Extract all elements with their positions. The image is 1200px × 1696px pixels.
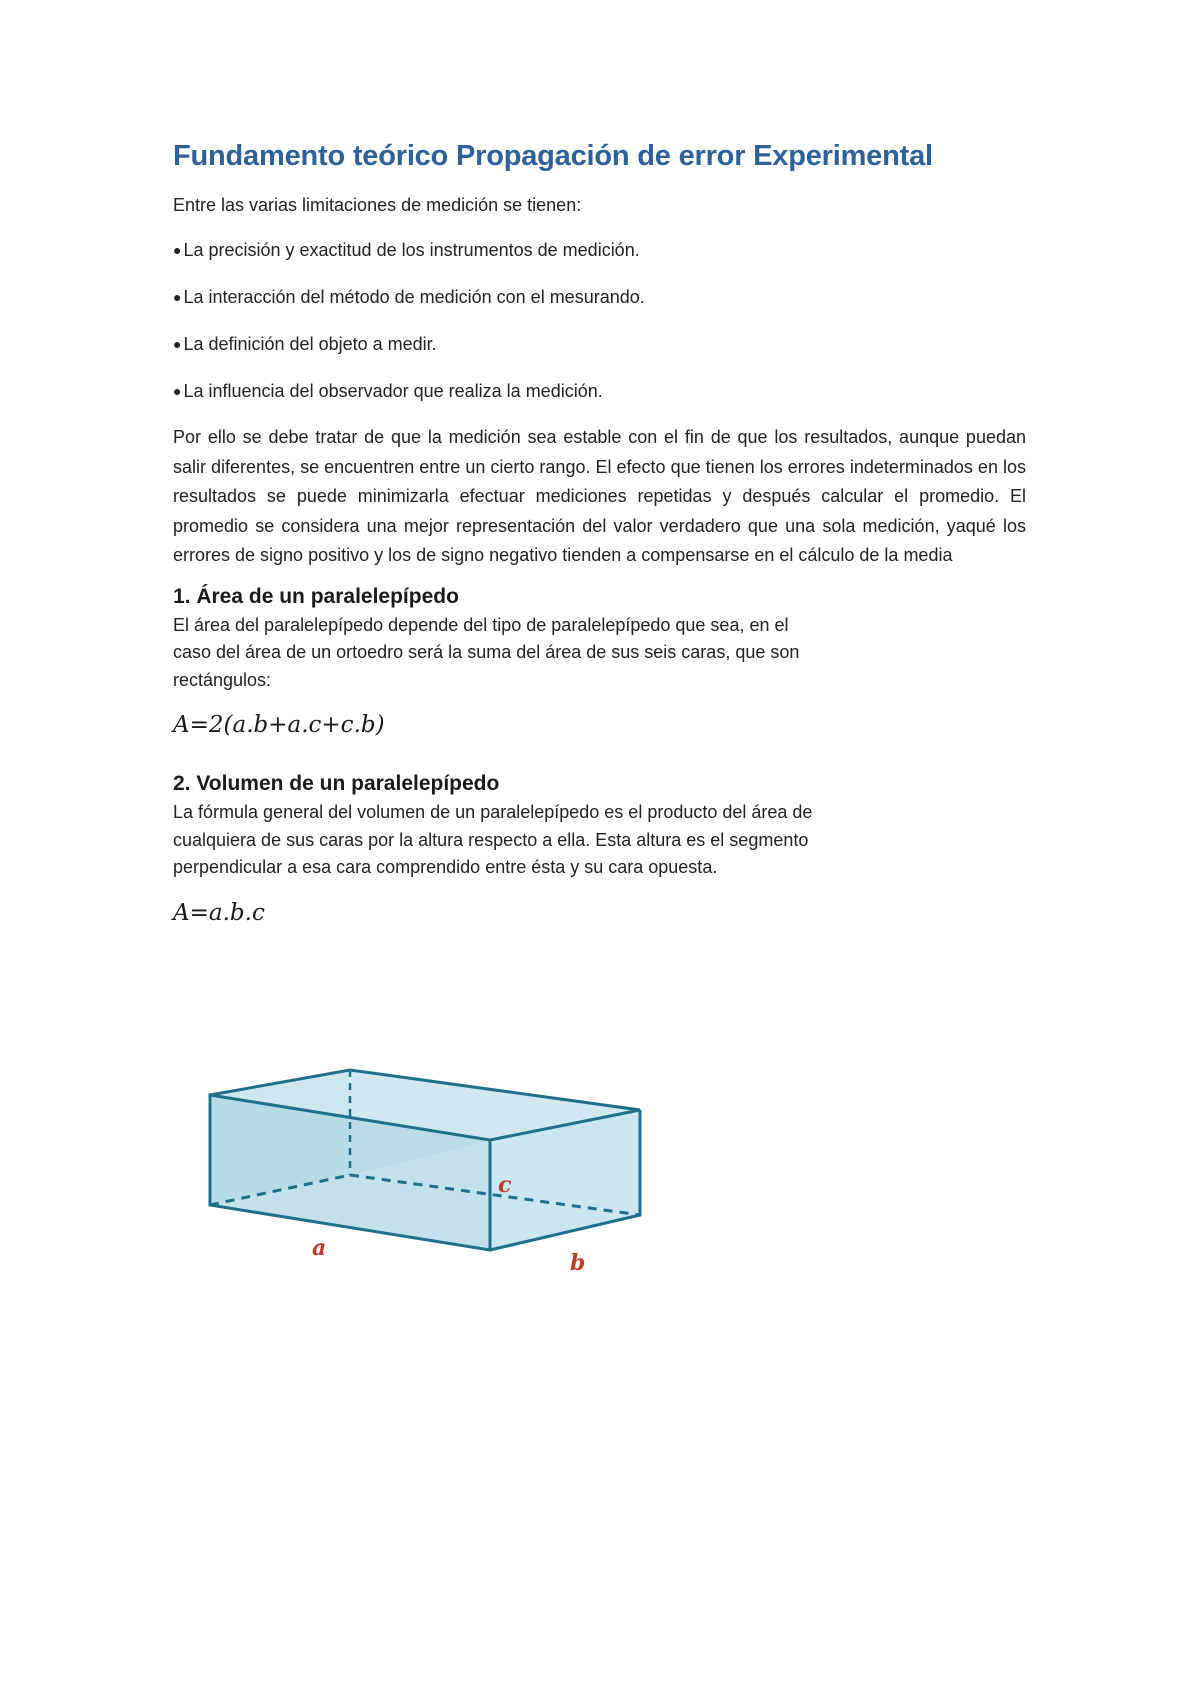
- volume-formula: A=a.b.c: [173, 899, 265, 926]
- parallelepiped-figure: [200, 1055, 650, 1285]
- document-content: [173, 140, 1033, 960]
- label-a: a: [312, 1235, 327, 1261]
- document-title: Fundamento teórico Propagación de error Experimental: [173, 140, 933, 172]
- list-item: [173, 333, 1033, 356]
- label-b: b: [570, 1250, 586, 1276]
- list-item-text: La definición del objeto a medir.: [183, 334, 437, 354]
- list-item: [173, 380, 1033, 403]
- list-item-text: La precisión y exactitud de los instrumentos de medición.: [183, 240, 640, 260]
- bullet-icon: ●: [173, 242, 182, 258]
- list-item: [173, 239, 1033, 262]
- body-paragraph: Por ello se debe tratar de que la medición sea estable con el fin de que los resultados, aunque puedan salir diferentes, se encuentren entre un cierto rango. El efecto que tienen los errores indeterminados en los resultados se puede minimizarla efectuar mediciones repetidas y después calcular el promedio. El promedio se considera una mejor representación del valor verdadero que una sola medición, yaqué los errores de signo positivo y los de signo negativo tienden a compensarse en el cálculo de la media: [173, 427, 1026, 565]
- limitations-list: [173, 239, 1033, 403]
- list-item-text: La interacción del método de medición con el mesurando.: [183, 287, 645, 307]
- parallelepiped-diagram: [200, 1055, 650, 1285]
- label-c: c: [498, 1172, 512, 1198]
- list-item-text: La influencia del observador que realiza la medición.: [183, 381, 603, 401]
- area-formula: A=2(a.b+a.c+c.b): [173, 712, 385, 738]
- bullet-icon: ●: [173, 289, 182, 305]
- section-text-area: El área del paralelepípedo depende del tipo de paralelepípedo que sea, en el caso del área de un ortoedro será la suma del área de sus seis caras, que son rectángulos:: [173, 614, 800, 690]
- section-text-volume: La fórmula general del volumen de un paralelepípedo es el producto del área de cualquiera de sus caras por la altura respecto a ella. Esta altura es el segmento perpendicular a esa cara comprendido entre ésta y su cara opuesta.: [173, 802, 813, 877]
- bullet-icon: ●: [173, 383, 182, 399]
- intro-text: Entre las varias limitaciones de medición se tienen:: [173, 195, 582, 215]
- list-item: [173, 286, 1033, 309]
- section-heading-volume: 2. Volumen de un paralelepípedo: [173, 772, 500, 795]
- bullet-icon: ●: [173, 336, 182, 352]
- section-heading-area: 1. Área de un paralelepípedo: [173, 584, 459, 608]
